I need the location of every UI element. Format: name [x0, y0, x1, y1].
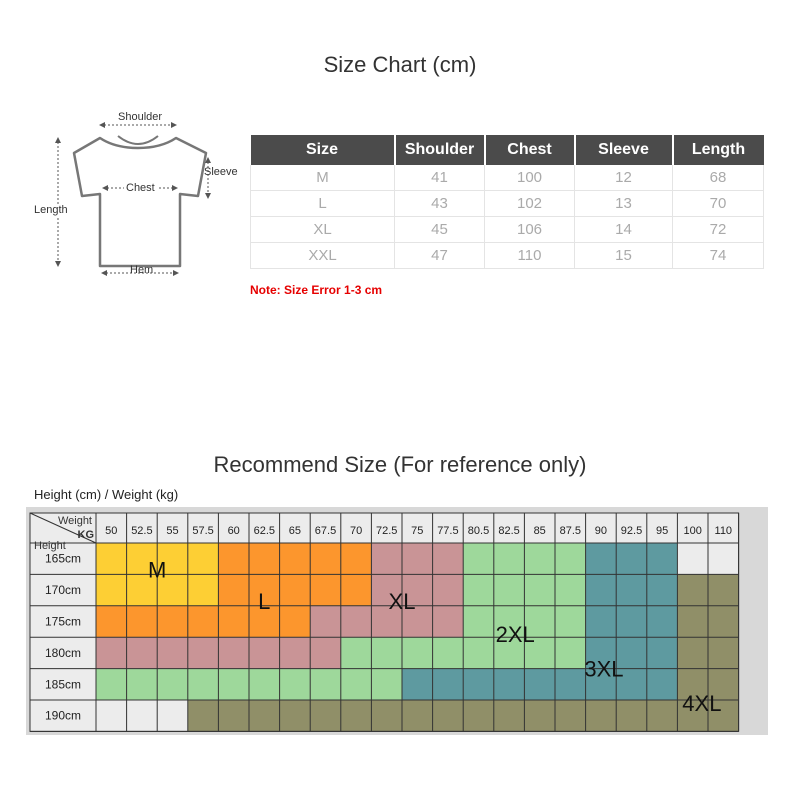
corner-kg-label: KG — [77, 529, 94, 541]
weight-header: 87.5 — [559, 525, 582, 537]
size-cell — [647, 574, 678, 605]
size-cell — [218, 669, 249, 700]
size-cell — [188, 637, 219, 668]
weight-header: 82.5 — [498, 525, 520, 537]
cell-chest: 102 — [485, 191, 575, 217]
size-cell — [433, 606, 464, 637]
size-cell — [249, 669, 280, 700]
size-cell — [280, 637, 311, 668]
size-cell — [555, 574, 586, 605]
size-cell — [341, 700, 372, 731]
table-row — [251, 217, 764, 243]
size-cell — [402, 669, 433, 700]
tshirt-outline-icon — [30, 108, 245, 283]
size-cell — [218, 543, 249, 574]
size-cell — [127, 637, 158, 668]
sleeve-label: Sleeve — [204, 166, 238, 178]
cell-length: 72 — [673, 217, 764, 243]
size-cell — [677, 543, 708, 574]
size-cell — [433, 669, 464, 700]
size-cell — [280, 543, 311, 574]
size-cell — [341, 606, 372, 637]
size-cell — [555, 606, 586, 637]
size-cell — [96, 669, 127, 700]
table-row — [251, 243, 764, 269]
cell-length: 74 — [673, 243, 764, 269]
weight-header: 100 — [683, 525, 702, 537]
size-cell — [494, 669, 525, 700]
table-row — [251, 165, 764, 191]
size-cell — [494, 700, 525, 731]
size-cell — [157, 637, 188, 668]
size-cell — [402, 543, 433, 574]
hem-label: Hem — [130, 264, 154, 276]
corner-height-label: Height — [34, 540, 66, 552]
height-label: 190cm — [44, 708, 82, 723]
size-cell — [127, 700, 158, 731]
size-cell — [555, 669, 586, 700]
size-cell — [616, 574, 647, 605]
size-cell — [371, 637, 402, 668]
size-cell — [524, 543, 555, 574]
size-cell — [157, 606, 188, 637]
height-weight-label: Height (cm) / Weight (kg) — [34, 487, 179, 502]
weight-header: 55 — [166, 525, 179, 537]
size-cell — [218, 700, 249, 731]
size-cell — [310, 637, 341, 668]
size-cell — [96, 700, 127, 731]
size-cell — [341, 574, 372, 605]
corner-weight-label: Weight — [57, 515, 92, 527]
cell-size: XL — [251, 217, 395, 243]
weight-header: 80.5 — [467, 525, 490, 537]
size-cell — [188, 669, 219, 700]
size-cell — [586, 700, 617, 731]
size-cell — [647, 606, 678, 637]
size-cell — [341, 543, 372, 574]
size-cell — [708, 637, 739, 668]
recommend-grid-svg — [26, 507, 768, 735]
cell-length: 70 — [673, 191, 764, 217]
size-cell — [157, 669, 188, 700]
size-cell — [463, 574, 494, 605]
size-cell — [341, 669, 372, 700]
size-cell — [96, 606, 127, 637]
weight-header: 110 — [714, 525, 733, 537]
size-cell — [555, 637, 586, 668]
size-cell — [647, 637, 678, 668]
size-cell — [524, 574, 555, 605]
cell-shoulder: 47 — [395, 243, 485, 269]
size-cell — [280, 700, 311, 731]
size-cell — [708, 606, 739, 637]
size-cell — [463, 669, 494, 700]
cell-shoulder: 41 — [395, 165, 485, 191]
size-cell — [280, 606, 311, 637]
size-cell — [96, 574, 127, 605]
size-cell — [280, 669, 311, 700]
size-cell — [463, 543, 494, 574]
weight-header: 57.5 — [192, 525, 214, 537]
size-label: 2XL — [495, 622, 535, 648]
size-cell — [677, 606, 708, 637]
weight-header: 95 — [655, 525, 669, 537]
size-cell — [310, 606, 341, 637]
weight-header: 92.5 — [620, 525, 643, 537]
height-label: 180cm — [44, 645, 82, 660]
size-cell — [310, 700, 341, 731]
size-cell — [708, 543, 739, 574]
table-row — [251, 191, 764, 217]
cell-size: XXL — [251, 243, 395, 269]
cell-shoulder: 45 — [395, 217, 485, 243]
weight-header: 50 — [105, 525, 118, 537]
size-cell — [433, 574, 464, 605]
size-label: XL — [388, 589, 416, 615]
size-cell — [708, 574, 739, 605]
size-cell — [371, 700, 402, 731]
size-cell — [494, 543, 525, 574]
size-error-note: Note: Size Error 1-3 cm — [250, 283, 383, 297]
weight-header: 67.5 — [314, 525, 337, 537]
weight-header: 62.5 — [253, 525, 276, 537]
chest-label: Chest — [126, 182, 155, 194]
weight-header: 70 — [349, 525, 363, 537]
size-cell — [188, 574, 219, 605]
size-cell — [524, 700, 555, 731]
cell-chest: 106 — [485, 217, 575, 243]
height-label: 175cm — [44, 614, 82, 629]
cell-sleeve: 15 — [575, 243, 673, 269]
size-chart-title: Size Chart (cm) — [323, 52, 477, 77]
size-cell — [433, 543, 464, 574]
weight-header: 75 — [411, 525, 424, 537]
size-cell — [96, 637, 127, 668]
size-label: L — [258, 589, 271, 615]
size-cell — [677, 574, 708, 605]
size-label: 4XL — [682, 691, 722, 717]
cell-chest: 100 — [485, 165, 575, 191]
size-cell — [616, 700, 647, 731]
height-label: 165cm — [44, 551, 82, 566]
size-label: 3XL — [584, 656, 624, 682]
size-cell — [371, 543, 402, 574]
size-cell — [555, 700, 586, 731]
header-sleeve: Sleeve — [575, 135, 673, 165]
cell-sleeve: 13 — [575, 191, 673, 217]
size-cell — [188, 543, 219, 574]
size-cell — [647, 669, 678, 700]
size-cell — [127, 669, 158, 700]
size-cell — [463, 700, 494, 731]
weight-header: 85 — [533, 525, 546, 537]
size-cell — [188, 700, 219, 731]
cell-sleeve: 12 — [575, 165, 673, 191]
size-cell — [555, 543, 586, 574]
weight-header: 65 — [288, 525, 302, 537]
size-cell — [647, 700, 678, 731]
size-table-header — [251, 135, 764, 165]
size-cell — [310, 574, 341, 605]
size-cell — [188, 606, 219, 637]
cell-shoulder: 43 — [395, 191, 485, 217]
size-cell — [616, 543, 647, 574]
weight-header: 60 — [227, 525, 240, 537]
size-cell — [647, 543, 678, 574]
size-cell — [249, 543, 280, 574]
size-cell — [616, 606, 647, 637]
size-cell — [463, 606, 494, 637]
size-cell — [310, 543, 341, 574]
weight-header: 77.5 — [437, 525, 459, 537]
size-cell — [463, 637, 494, 668]
header-shoulder: Shoulder — [395, 135, 485, 165]
height-label: 185cm — [44, 677, 82, 692]
weight-header: 72.5 — [375, 525, 398, 537]
header-size: Size — [251, 135, 395, 165]
cell-length: 68 — [673, 165, 764, 191]
size-cell — [218, 606, 249, 637]
tshirt-diagram — [30, 108, 245, 283]
height-label: 170cm — [44, 583, 82, 598]
cell-chest: 110 — [485, 243, 575, 269]
size-cell — [433, 637, 464, 668]
cell-size: L — [251, 191, 395, 217]
size-cell — [249, 637, 280, 668]
size-cell — [677, 637, 708, 668]
shoulder-label: Shoulder — [118, 111, 163, 123]
size-cell — [524, 669, 555, 700]
size-cell — [586, 574, 617, 605]
size-cell — [433, 700, 464, 731]
size-cell — [402, 700, 433, 731]
header-chest: Chest — [485, 135, 575, 165]
cell-size: M — [251, 165, 395, 191]
size-cell — [249, 700, 280, 731]
length-label: Length — [34, 204, 68, 216]
size-cell — [371, 669, 402, 700]
weight-header: 52.5 — [131, 525, 153, 537]
size-cell — [586, 543, 617, 574]
size-table — [250, 135, 764, 269]
size-cell — [341, 637, 372, 668]
weight-header: 90 — [594, 525, 608, 537]
size-cell — [586, 606, 617, 637]
size-cell — [402, 637, 433, 668]
size-cell — [96, 543, 127, 574]
size-cell — [280, 574, 311, 605]
size-cell — [218, 574, 249, 605]
recommend-title: Recommend Size (For reference only) — [213, 452, 587, 477]
size-cell — [494, 574, 525, 605]
size-cell — [218, 637, 249, 668]
header-length: Length — [673, 135, 764, 165]
cell-sleeve: 14 — [575, 217, 673, 243]
size-cell — [310, 669, 341, 700]
size-cell — [157, 700, 188, 731]
recommend-size-grid — [26, 507, 768, 735]
size-label: M — [148, 557, 167, 583]
size-cell — [127, 606, 158, 637]
